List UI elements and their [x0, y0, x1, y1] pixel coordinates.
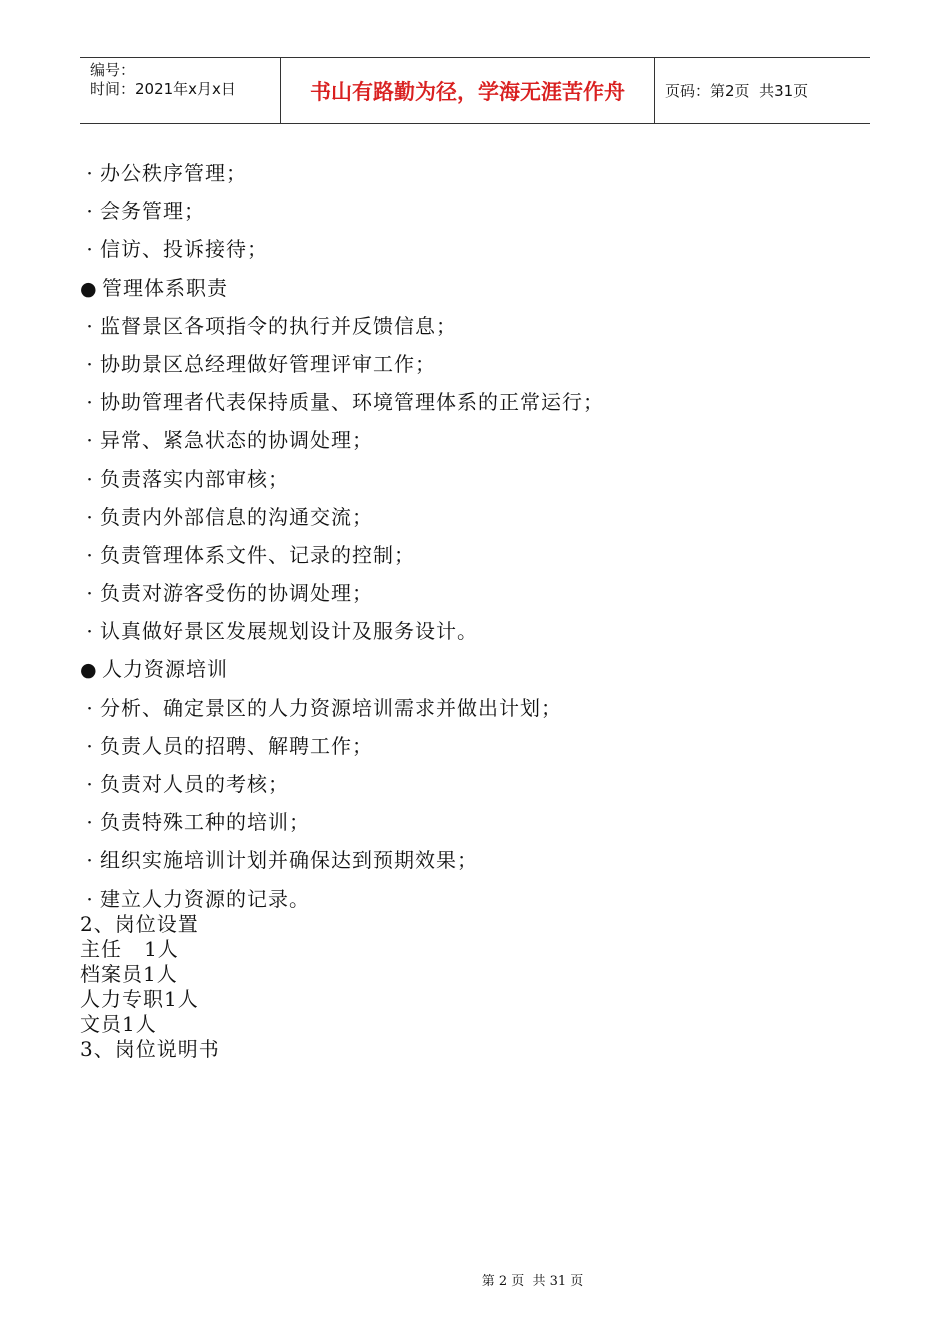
bullet-circle-icon: ●: [80, 659, 98, 682]
list-item: [80, 230, 880, 268]
section-line: 文员1人: [80, 1012, 157, 1036]
bullet-dot-icon: ·: [86, 772, 94, 796]
bullet-dot-icon: ·: [86, 428, 94, 453]
list-item-text: 建立人力资源的记录。: [100, 886, 310, 911]
document-date-label: 时间：2021年x月x日: [90, 80, 236, 98]
list-item: [80, 803, 880, 841]
list-item: [80, 154, 880, 192]
list-item-text: 组织实施培训计划并确保达到预期效果；: [100, 848, 478, 873]
section-line: 人力专职1人: [80, 987, 199, 1011]
list-item-text: 人力资源培训: [102, 657, 228, 682]
list-item: [80, 765, 880, 803]
position-section: [80, 912, 880, 1062]
list-item: [80, 498, 880, 536]
duty-list: [80, 154, 880, 918]
list-item-text: 负责人员的招聘、解聘工作；: [100, 733, 373, 758]
list-item-text: 负责特殊工种的培训；: [100, 810, 310, 835]
list-item-text: 信访、投诉接待；: [100, 237, 268, 262]
section-line: 3、岗位说明书: [80, 1037, 220, 1061]
list-item-text: 异常、紧急状态的协调处理；: [100, 428, 373, 453]
bullet-dot-icon: ·: [86, 542, 94, 567]
list-item-text: 办公秩序管理；: [100, 161, 247, 185]
list-item-text: 协助景区总经理做好管理评审工作；: [100, 351, 436, 376]
bullet-dot-icon: ·: [86, 237, 94, 262]
bullet-circle-icon: ●: [80, 277, 98, 300]
list-item: [80, 192, 880, 230]
header-meta: [80, 58, 281, 123]
list-item: [80, 307, 880, 345]
list-item-text: 认真做好景区发展规划设计及服务设计。: [100, 619, 478, 644]
list-item: [80, 421, 880, 459]
section-line: 主任 1人: [80, 937, 179, 961]
bullet-dot-icon: ·: [86, 581, 94, 606]
list-item: [80, 460, 880, 498]
list-item: [80, 536, 880, 574]
bullet-dot-icon: ·: [86, 161, 94, 185]
header-page-label: 页码：第2页 共31页: [665, 82, 809, 100]
bullet-dot-icon: ·: [86, 810, 94, 835]
page-header: [80, 57, 870, 124]
bullet-dot-icon: ·: [86, 313, 94, 338]
bullet-dot-icon: ·: [86, 848, 94, 873]
bullet-dot-icon: ·: [86, 351, 94, 376]
list-item: [80, 841, 880, 879]
bullet-dot-icon: ·: [86, 466, 94, 491]
bullet-dot-icon: ·: [86, 199, 94, 224]
bullet-dot-icon: ·: [86, 390, 94, 415]
page-footer: 第 2 页 共 31 页: [481, 1274, 584, 1289]
document-number-label: 编号：: [90, 61, 136, 79]
bullet-dot-icon: ·: [86, 695, 94, 720]
list-item-text: 协助管理者代表保持质量、环境管理体系的正常运行；: [100, 390, 604, 415]
header-motto: 书山有路勤为径，学海无涯苦作舟: [281, 58, 655, 123]
list-item: [80, 612, 880, 650]
bullet-dot-icon: ·: [86, 733, 94, 758]
list-item: [80, 383, 880, 421]
list-item: [80, 689, 880, 727]
list-item: [80, 727, 880, 765]
list-item-text: 负责对人员的考核；: [100, 772, 289, 796]
list-item: [80, 345, 880, 383]
list-item-text: 负责落实内部审核；: [100, 466, 289, 491]
section-heading: [80, 650, 880, 688]
section-heading: [80, 269, 880, 307]
list-item-text: 分析、确定景区的人力资源培训需求并做出计划；: [100, 695, 562, 720]
bullet-dot-icon: ·: [86, 886, 94, 911]
list-item-text: 负责管理体系文件、记录的控制；: [100, 542, 415, 567]
bullet-dot-icon: ·: [86, 504, 94, 529]
list-item-text: 负责对游客受伤的协调处理；: [100, 581, 373, 606]
list-item-text: 管理体系职责: [102, 275, 228, 300]
header-page-info: [655, 58, 870, 123]
section-line: 2、岗位设置: [80, 912, 199, 936]
list-item-text: 会务管理；: [100, 199, 205, 224]
section-line: 档案员1人: [80, 962, 178, 986]
list-item: [80, 574, 880, 612]
list-item-text: 负责内外部信息的沟通交流；: [100, 504, 373, 529]
bullet-dot-icon: ·: [86, 619, 94, 644]
list-item-text: 监督景区各项指令的执行并反馈信息；: [100, 313, 457, 338]
